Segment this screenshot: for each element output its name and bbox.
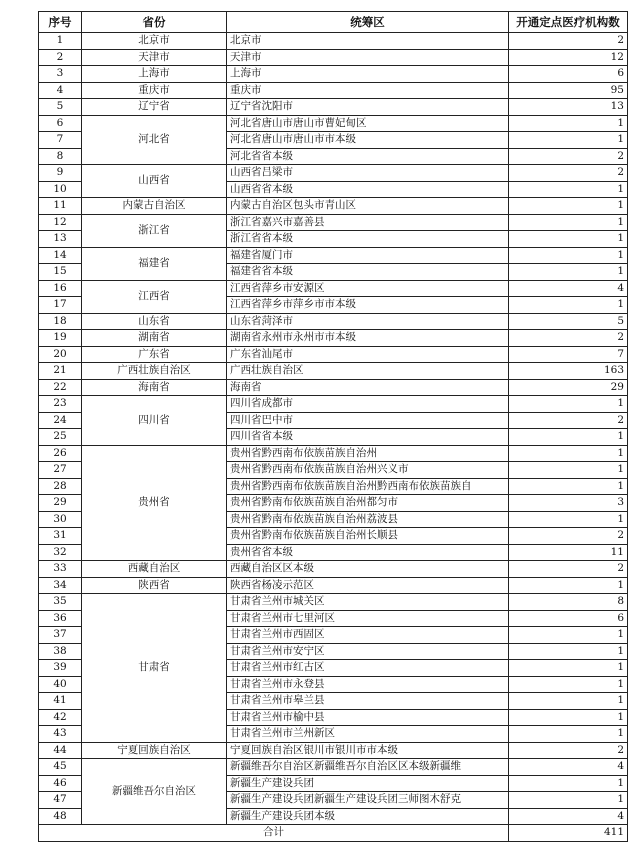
row-area: 河北省省本级 bbox=[227, 148, 509, 165]
row-province: 西藏自治区 bbox=[82, 561, 227, 578]
row-area: 新疆维吾尔自治区新疆维吾尔自治区区本级新疆维 bbox=[227, 759, 509, 776]
row-seq: 15 bbox=[39, 264, 82, 281]
row-province: 内蒙古自治区 bbox=[82, 198, 227, 215]
row-province: 北京市 bbox=[82, 33, 227, 50]
row-area: 江西省萍乡市安源区 bbox=[227, 280, 509, 297]
total-label: 合计 bbox=[39, 825, 509, 842]
header-area: 统筹区 bbox=[227, 12, 509, 33]
row-count: 4 bbox=[509, 280, 628, 297]
row-count: 2 bbox=[509, 33, 628, 50]
row-seq: 16 bbox=[39, 280, 82, 297]
row-seq: 1 bbox=[39, 33, 82, 50]
header-count: 开通定点医疗机构数 bbox=[509, 12, 628, 33]
row-area: 贵州省黔西南布依族苗族自治州 bbox=[227, 445, 509, 462]
table-row bbox=[39, 379, 628, 396]
table-row bbox=[39, 330, 628, 347]
table-row bbox=[39, 280, 628, 297]
row-count: 1 bbox=[509, 247, 628, 264]
row-area: 北京市 bbox=[227, 33, 509, 50]
row-count: 1 bbox=[509, 660, 628, 677]
row-area: 贵州省黔西南布依族苗族自治州兴义市 bbox=[227, 462, 509, 479]
row-seq: 28 bbox=[39, 478, 82, 495]
row-count: 2 bbox=[509, 148, 628, 165]
table-row bbox=[39, 396, 628, 413]
row-area: 甘肃省兰州市永登县 bbox=[227, 676, 509, 693]
row-count: 1 bbox=[509, 775, 628, 792]
row-count: 3 bbox=[509, 495, 628, 512]
row-province: 广西壮族自治区 bbox=[82, 363, 227, 380]
row-area: 贵州省省本级 bbox=[227, 544, 509, 561]
row-count: 1 bbox=[509, 511, 628, 528]
row-province: 山西省 bbox=[82, 165, 227, 198]
row-province: 河北省 bbox=[82, 115, 227, 165]
row-seq: 27 bbox=[39, 462, 82, 479]
row-area: 西藏自治区区本级 bbox=[227, 561, 509, 578]
row-count: 12 bbox=[509, 49, 628, 66]
row-seq: 41 bbox=[39, 693, 82, 710]
row-province: 新疆维吾尔自治区 bbox=[82, 759, 227, 825]
row-count: 2 bbox=[509, 561, 628, 578]
table-row bbox=[39, 346, 628, 363]
table-row bbox=[39, 759, 628, 776]
row-count: 1 bbox=[509, 429, 628, 446]
row-seq: 3 bbox=[39, 66, 82, 83]
row-count: 5 bbox=[509, 313, 628, 330]
row-province: 陕西省 bbox=[82, 577, 227, 594]
row-seq: 5 bbox=[39, 99, 82, 116]
row-province: 上海市 bbox=[82, 66, 227, 83]
row-area: 新疆生产建设兵团本级 bbox=[227, 808, 509, 825]
row-area: 广东省汕尾市 bbox=[227, 346, 509, 363]
row-area: 上海市 bbox=[227, 66, 509, 83]
row-area: 辽宁省沈阳市 bbox=[227, 99, 509, 116]
row-seq: 39 bbox=[39, 660, 82, 677]
row-province: 甘肃省 bbox=[82, 594, 227, 743]
row-count: 1 bbox=[509, 396, 628, 413]
row-seq: 31 bbox=[39, 528, 82, 545]
row-area: 四川省省本级 bbox=[227, 429, 509, 446]
row-count: 1 bbox=[509, 297, 628, 314]
row-seq: 24 bbox=[39, 412, 82, 429]
table-row bbox=[39, 115, 628, 132]
row-seq: 45 bbox=[39, 759, 82, 776]
total-row bbox=[39, 825, 628, 842]
row-area: 海南省 bbox=[227, 379, 509, 396]
row-seq: 8 bbox=[39, 148, 82, 165]
row-area: 重庆市 bbox=[227, 82, 509, 99]
row-count: 1 bbox=[509, 643, 628, 660]
table-row bbox=[39, 742, 628, 759]
table-row bbox=[39, 313, 628, 330]
row-area: 山西省吕梁市 bbox=[227, 165, 509, 182]
row-province: 山东省 bbox=[82, 313, 227, 330]
row-seq: 12 bbox=[39, 214, 82, 231]
header-row bbox=[39, 12, 628, 33]
row-area: 河北省唐山市唐山市市本级 bbox=[227, 132, 509, 149]
row-seq: 20 bbox=[39, 346, 82, 363]
row-seq: 46 bbox=[39, 775, 82, 792]
row-count: 2 bbox=[509, 412, 628, 429]
row-area: 山东省菏泽市 bbox=[227, 313, 509, 330]
header-seq: 序号 bbox=[39, 12, 82, 33]
row-seq: 14 bbox=[39, 247, 82, 264]
table-row bbox=[39, 363, 628, 380]
row-area: 四川省成都市 bbox=[227, 396, 509, 413]
table-row bbox=[39, 214, 628, 231]
row-count: 1 bbox=[509, 198, 628, 215]
row-province: 湖南省 bbox=[82, 330, 227, 347]
row-province: 贵州省 bbox=[82, 445, 227, 561]
table-row bbox=[39, 49, 628, 66]
row-count: 4 bbox=[509, 759, 628, 776]
row-seq: 29 bbox=[39, 495, 82, 512]
row-seq: 37 bbox=[39, 627, 82, 644]
row-seq: 32 bbox=[39, 544, 82, 561]
row-count: 1 bbox=[509, 577, 628, 594]
row-seq: 18 bbox=[39, 313, 82, 330]
row-seq: 43 bbox=[39, 726, 82, 743]
table-row bbox=[39, 577, 628, 594]
row-area: 内蒙古自治区包头市青山区 bbox=[227, 198, 509, 215]
row-count: 1 bbox=[509, 693, 628, 710]
row-area: 贵州省黔南布依族苗族自治州都匀市 bbox=[227, 495, 509, 512]
row-province: 宁夏回族自治区 bbox=[82, 742, 227, 759]
row-count: 2 bbox=[509, 742, 628, 759]
row-count: 1 bbox=[509, 709, 628, 726]
row-seq: 34 bbox=[39, 577, 82, 594]
row-province: 天津市 bbox=[82, 49, 227, 66]
row-count: 1 bbox=[509, 676, 628, 693]
row-count: 29 bbox=[509, 379, 628, 396]
row-area: 福建省省本级 bbox=[227, 264, 509, 281]
row-area: 贵州省黔南布依族苗族自治州长顺县 bbox=[227, 528, 509, 545]
row-area: 甘肃省兰州市皋兰县 bbox=[227, 693, 509, 710]
row-area: 新疆生产建设兵团新疆生产建设兵团三师图木舒克 bbox=[227, 792, 509, 809]
row-count: 4 bbox=[509, 808, 628, 825]
row-area: 贵州省黔南布依族苗族自治州荔波县 bbox=[227, 511, 509, 528]
row-province: 广东省 bbox=[82, 346, 227, 363]
row-count: 7 bbox=[509, 346, 628, 363]
row-seq: 38 bbox=[39, 643, 82, 660]
table-row bbox=[39, 82, 628, 99]
row-seq: 9 bbox=[39, 165, 82, 182]
row-seq: 44 bbox=[39, 742, 82, 759]
row-area: 宁夏回族自治区银川市银川市市本级 bbox=[227, 742, 509, 759]
row-area: 甘肃省兰州市兰州新区 bbox=[227, 726, 509, 743]
row-seq: 26 bbox=[39, 445, 82, 462]
row-area: 新疆生产建设兵团 bbox=[227, 775, 509, 792]
row-area: 甘肃省兰州市七里河区 bbox=[227, 610, 509, 627]
row-area: 山西省省本级 bbox=[227, 181, 509, 198]
row-count: 6 bbox=[509, 66, 628, 83]
row-count: 1 bbox=[509, 792, 628, 809]
row-seq: 2 bbox=[39, 49, 82, 66]
header-province: 省份 bbox=[82, 12, 227, 33]
row-province: 江西省 bbox=[82, 280, 227, 313]
row-count: 95 bbox=[509, 82, 628, 99]
row-area: 浙江省嘉兴市嘉善县 bbox=[227, 214, 509, 231]
row-seq: 19 bbox=[39, 330, 82, 347]
row-seq: 4 bbox=[39, 82, 82, 99]
row-count: 1 bbox=[509, 627, 628, 644]
table-row bbox=[39, 445, 628, 462]
row-area: 天津市 bbox=[227, 49, 509, 66]
table-row bbox=[39, 99, 628, 116]
row-seq: 7 bbox=[39, 132, 82, 149]
row-province: 四川省 bbox=[82, 396, 227, 446]
row-area: 甘肃省兰州市榆中县 bbox=[227, 709, 509, 726]
row-seq: 10 bbox=[39, 181, 82, 198]
table-row bbox=[39, 594, 628, 611]
row-area: 甘肃省兰州市安宁区 bbox=[227, 643, 509, 660]
row-area: 甘肃省兰州市西固区 bbox=[227, 627, 509, 644]
row-seq: 35 bbox=[39, 594, 82, 611]
row-count: 11 bbox=[509, 544, 628, 561]
row-seq: 30 bbox=[39, 511, 82, 528]
row-seq: 36 bbox=[39, 610, 82, 627]
row-count: 1 bbox=[509, 445, 628, 462]
row-seq: 40 bbox=[39, 676, 82, 693]
row-count: 13 bbox=[509, 99, 628, 116]
row-seq: 6 bbox=[39, 115, 82, 132]
row-area: 广西壮族自治区 bbox=[227, 363, 509, 380]
institutions-table bbox=[38, 11, 628, 842]
row-area: 河北省唐山市唐山市曹妃甸区 bbox=[227, 115, 509, 132]
row-area: 甘肃省兰州市红古区 bbox=[227, 660, 509, 677]
row-count: 6 bbox=[509, 610, 628, 627]
row-area: 湖南省永州市永州市市本级 bbox=[227, 330, 509, 347]
row-count: 8 bbox=[509, 594, 628, 611]
row-seq: 33 bbox=[39, 561, 82, 578]
row-area: 甘肃省兰州市城关区 bbox=[227, 594, 509, 611]
row-count: 2 bbox=[509, 330, 628, 347]
row-seq: 47 bbox=[39, 792, 82, 809]
row-province: 福建省 bbox=[82, 247, 227, 280]
row-seq: 42 bbox=[39, 709, 82, 726]
row-seq: 22 bbox=[39, 379, 82, 396]
row-seq: 21 bbox=[39, 363, 82, 380]
row-count: 1 bbox=[509, 132, 628, 149]
row-count: 1 bbox=[509, 726, 628, 743]
table-row bbox=[39, 198, 628, 215]
row-area: 贵州省黔西南布依族苗族自治州黔西南布依族苗族自 bbox=[227, 478, 509, 495]
row-seq: 25 bbox=[39, 429, 82, 446]
row-province: 辽宁省 bbox=[82, 99, 227, 116]
row-area: 四川省巴中市 bbox=[227, 412, 509, 429]
total-count: 411 bbox=[509, 825, 628, 842]
row-count: 1 bbox=[509, 478, 628, 495]
row-count: 1 bbox=[509, 214, 628, 231]
row-seq: 17 bbox=[39, 297, 82, 314]
row-area: 浙江省省本级 bbox=[227, 231, 509, 248]
row-count: 2 bbox=[509, 528, 628, 545]
row-area: 江西省萍乡市萍乡市市本级 bbox=[227, 297, 509, 314]
row-area: 陕西省杨凌示范区 bbox=[227, 577, 509, 594]
row-area: 福建省厦门市 bbox=[227, 247, 509, 264]
row-province: 浙江省 bbox=[82, 214, 227, 247]
row-province: 海南省 bbox=[82, 379, 227, 396]
row-seq: 23 bbox=[39, 396, 82, 413]
row-count: 2 bbox=[509, 165, 628, 182]
row-count: 1 bbox=[509, 181, 628, 198]
row-count: 1 bbox=[509, 264, 628, 281]
row-province: 重庆市 bbox=[82, 82, 227, 99]
row-seq: 11 bbox=[39, 198, 82, 215]
table-body bbox=[39, 33, 628, 825]
row-count: 1 bbox=[509, 115, 628, 132]
table-row bbox=[39, 66, 628, 83]
row-count: 1 bbox=[509, 231, 628, 248]
row-count: 1 bbox=[509, 462, 628, 479]
row-count: 163 bbox=[509, 363, 628, 380]
row-seq: 13 bbox=[39, 231, 82, 248]
table-row bbox=[39, 33, 628, 50]
row-seq: 48 bbox=[39, 808, 82, 825]
table-row bbox=[39, 561, 628, 578]
table-row bbox=[39, 165, 628, 182]
table-row bbox=[39, 247, 628, 264]
